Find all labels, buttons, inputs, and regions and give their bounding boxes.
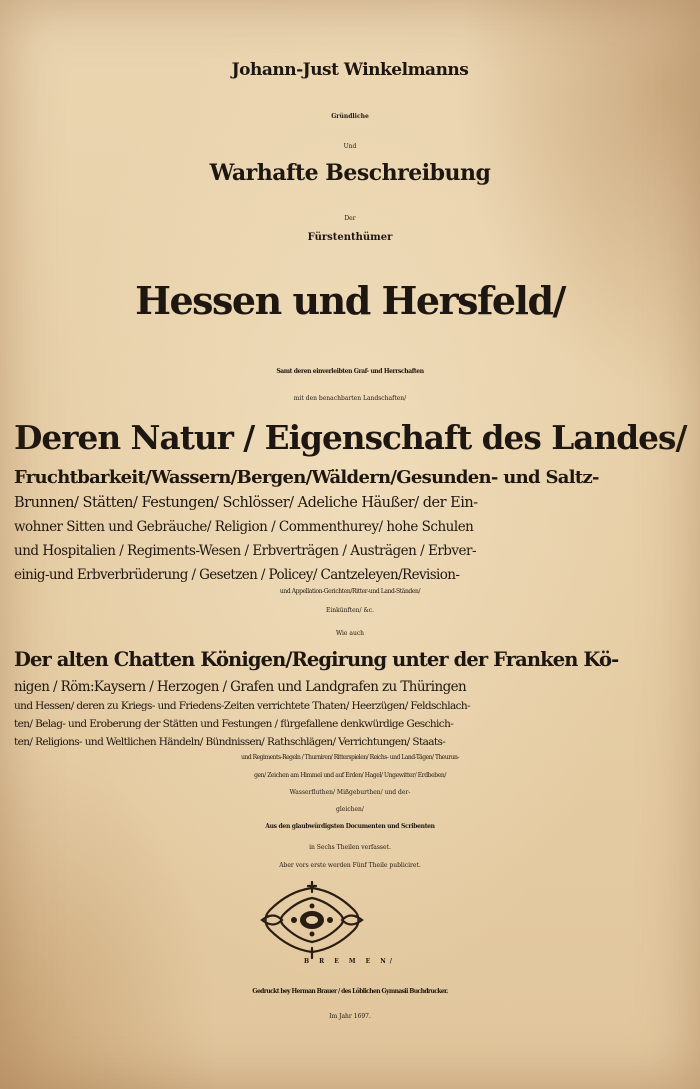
body2-line-4: ten/ Belag- und Eroberung der Stätten und Festungen / fürgefallene denkwürdige Geschich-: [14, 718, 454, 730]
body2-line-6: und Regiments-Regeln / Thurniren/ Ritterspielen/ Reichs- und Land-Tägen/ Theurun-: [241, 754, 459, 761]
body1-line-3: Brunnen/ Stätten/ Festungen/ Schlösser/ Adeliche Häußer/ der Ein-: [14, 495, 478, 511]
body2-line-5: ten/ Religions- und Weltlichen Händeln/ Bündnissen/ Rathschlägen/ Verrichtungen/ Staats-: [14, 736, 446, 748]
body2-line-7: gen/ Zeichen am Himmel und auf Erden/ Hagel/ Ungewitter/ Erdbeben/: [254, 772, 446, 779]
body2-line-9: gleichen/: [336, 806, 364, 813]
body2-line-3: und Hessen/ deren zu Kriegs- und Friedens-Zeiten verrichtete Thaten/ Heerzügen/ Feldschlach-: [14, 700, 471, 712]
imprint-city: B R E M E N/: [304, 958, 396, 965]
body1-line-1: Deren Natur / Eigenschaft des Landes/: [14, 418, 687, 457]
subtitle-line-1: Samt deren einverleibten Graf- und Herrschaften: [276, 368, 424, 375]
wie-auch: Wie auch: [335, 630, 365, 637]
imprint-year: Im Jahr 1697.: [329, 1013, 371, 1020]
body1-line-5: und Hospitalien / Regiments-Wesen / Erbverträgen / Austrägen / Erbver-: [14, 543, 477, 559]
body1-line-7: und Appellation-Gerichten/Ritter-und Land-Ständen/: [279, 588, 421, 595]
title-word-und: Und: [343, 143, 357, 150]
body2-line-2: nigen / Röm:Kaysern / Herzogen / Grafen und Landgrafen zu Thüringen: [14, 679, 467, 695]
fleuron-ornament-icon: [256, 880, 368, 960]
title-word-der: Der: [344, 215, 356, 222]
subtitle-line-2: mit den benachbarten Landschaften/: [293, 395, 407, 402]
body1-line-2: Fruchtbarkeit/Wassern/Bergen/Wäldern/Gesunden- und Saltz-: [14, 467, 599, 488]
main-title-hessen-hersfeld: Hessen und Hersfeld/: [135, 278, 565, 323]
body1-line-8: Einkünften/ &c.: [325, 607, 375, 614]
parts-line: Aber vors erste werden Fünf Theile publiciret.: [279, 862, 421, 869]
body1-line-6: einig-und Erbverbrüderung / Gesetzen / Policey/ Cantzeleyen/Revision-: [14, 567, 460, 583]
sources-line-2: in Sechs Theilen verfasset.: [309, 844, 391, 851]
body2-line-8: Wasserfluthen/ Mißgeburthen/ und der-: [289, 789, 411, 796]
title-word-gruendliche: Gründliche: [331, 113, 369, 120]
imprint-printer: Gedruckt bey Herman Brauer / des Löblichen Gymnasii Buchdrucker.: [252, 988, 448, 995]
title-fuerstenthuemer: Fürstenthümer: [307, 232, 393, 243]
author-line: Johann-Just Winkelmanns: [231, 60, 469, 80]
title-beschreibung: Warhafte Beschreibung: [209, 160, 491, 186]
body2-line-1: Der alten Chatten Königen/Regirung unter der Franken Kö-: [14, 648, 619, 671]
sources-line-1: Aus den glaubwürdigsten Documenten und Scribenten: [265, 823, 435, 830]
body1-line-4: wohner Sitten und Gebräuche/ Religion / Commenthurey/ hohe Schulen: [14, 519, 474, 535]
